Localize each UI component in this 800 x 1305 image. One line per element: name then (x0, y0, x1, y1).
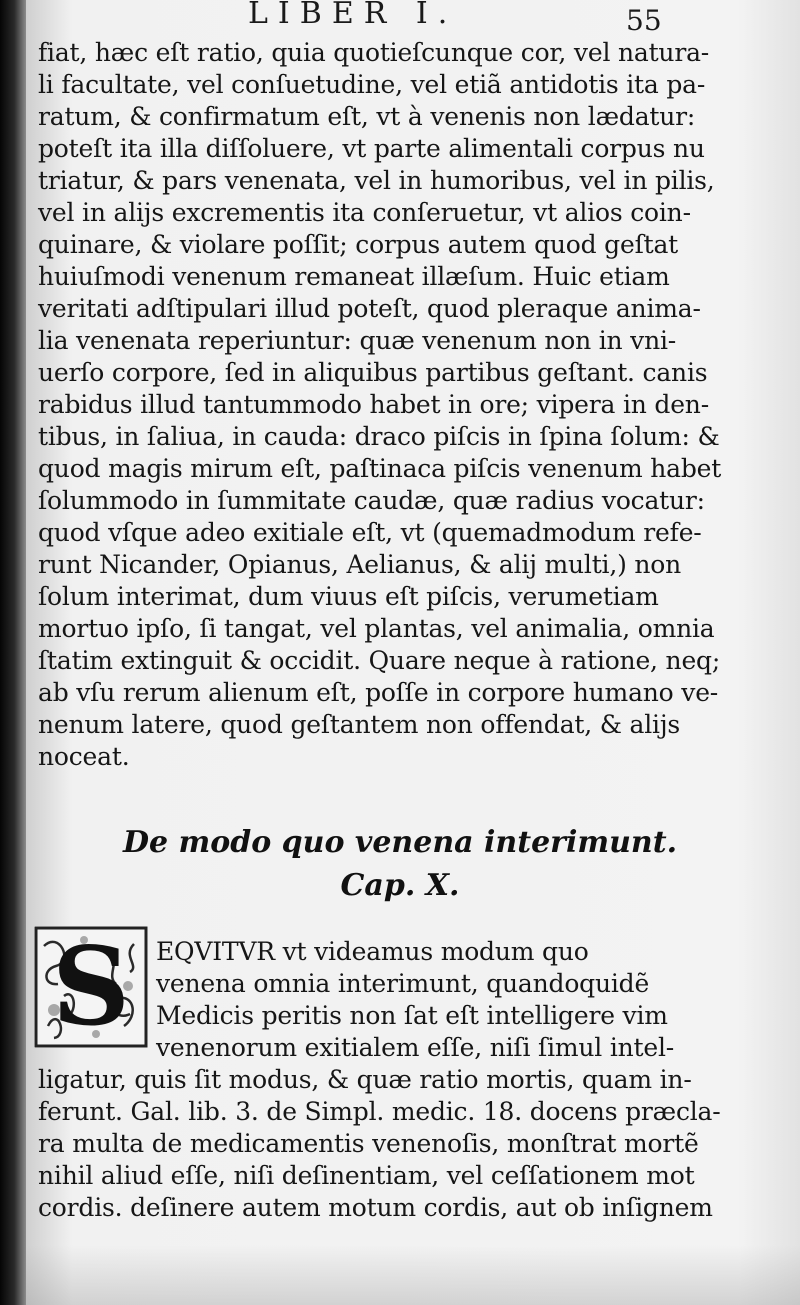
text-line: poteſt ita illa diſſoluere, vt parte alimentali corpus nu (38, 134, 705, 163)
text-line: ratum, & confirmatum eſt, vt à venenis non lædatur: (38, 102, 696, 131)
text-line: li facultate, vel conſuetudine, vel etiã antidotis ita pa- (38, 70, 706, 99)
text-line: lia venenata reperiuntur: quæ venenum non in vni- (38, 326, 677, 355)
text-line: quinare, & violare poſſit; corpus autem quod geſtat (38, 230, 679, 259)
text-line: quod vſque adeo exitiale eſt, vt (quemadmodum refe- (38, 518, 702, 547)
chapter-number: Cap. X. (340, 868, 460, 903)
text-line: vel in alijs excrementis ita conſeruetur, vt alios coin- (38, 198, 691, 227)
text-line: triatur, & pars venenata, vel in humoribus, vel in pilis, (38, 166, 715, 195)
text-line: uerſo corpore, ſed in aliquibus partibus geſtant. canis (38, 358, 708, 387)
text-line: Medicis peritis non ſat eſt intelligere vim (156, 1001, 668, 1030)
text-line: tibus, in ſaliua, in cauda: draco piſcis in ſpina ſolum: & (38, 422, 720, 451)
text-line: ab vſu rerum alienum eſt, poſſe in corpore humano ve- (38, 678, 719, 707)
text-line: nihil aliud eſſe, niſi deſinentiam, vel ceſſationem mot (38, 1161, 695, 1190)
text-line: ligatur, quis ſit modus, & quæ ratio mortis, quam in- (38, 1065, 692, 1094)
text-line: cordis. deſinere autem motum cordis, aut ob inſignem (38, 1193, 713, 1222)
text-line: runt Nicander, Opianus, Aelianus, & alij multi,) non (38, 550, 682, 579)
text-line: ſolummodo in ſummitate caudæ, quæ radius vocatur: (38, 486, 705, 515)
page-number: 55 (626, 4, 662, 37)
text-line: veritati adſtipulari illud poteſt, quod pleraque anima- (38, 294, 701, 323)
text-line: ſtatim extinguit & occidit. Quare neque à ratione, neq; (38, 646, 721, 675)
text-line: nenum latere, quod geſtantem non offendat, & alijs (38, 710, 681, 739)
text-line: ſolum interimat, dum viuus eſt piſcis, verumetiam (38, 582, 659, 611)
text-line: rabidus illud tantummodo habet in ore; vipera in den- (38, 390, 709, 419)
drop-cap-letter: S (52, 926, 130, 1048)
running-head: LIBER I. (248, 0, 458, 31)
text-line: noceat. (38, 742, 130, 771)
text-line: venenorum exitialem eſſe, niſi ſimul intel- (156, 1033, 675, 1062)
text-line: quod magis mirum eſt, paſtinaca piſcis venenum habet (38, 454, 722, 483)
text-line: EQVITVR vt videamus modum quo (156, 937, 589, 966)
decorated-initial-graphic (34, 926, 148, 1048)
chapter-title: De modo quo venena interimunt. (122, 825, 678, 860)
text-line: ferunt. Gal. lib. 3. de Simpl. medic. 18. docens præcla- (38, 1097, 721, 1126)
decorated-initial (34, 926, 148, 1048)
text-line: venena omnia interimunt, quandoquidẽ (156, 969, 650, 998)
text-line: ra multa de medicamentis venenoſis, monſtrat mortẽ (38, 1129, 699, 1158)
page-bottom-shadow (26, 1245, 800, 1305)
text-line: huiuſmodi venenum remaneat illæſum. Huic etiam (38, 262, 670, 291)
book-spine-shadow (0, 0, 26, 1305)
text-line: fiat, hæc eſt ratio, quia quotieſcunque cor, vel natura- (38, 38, 710, 67)
text-line: mortuo ipſo, ſi tangat, vel plantas, vel animalia, omnia (38, 614, 715, 643)
